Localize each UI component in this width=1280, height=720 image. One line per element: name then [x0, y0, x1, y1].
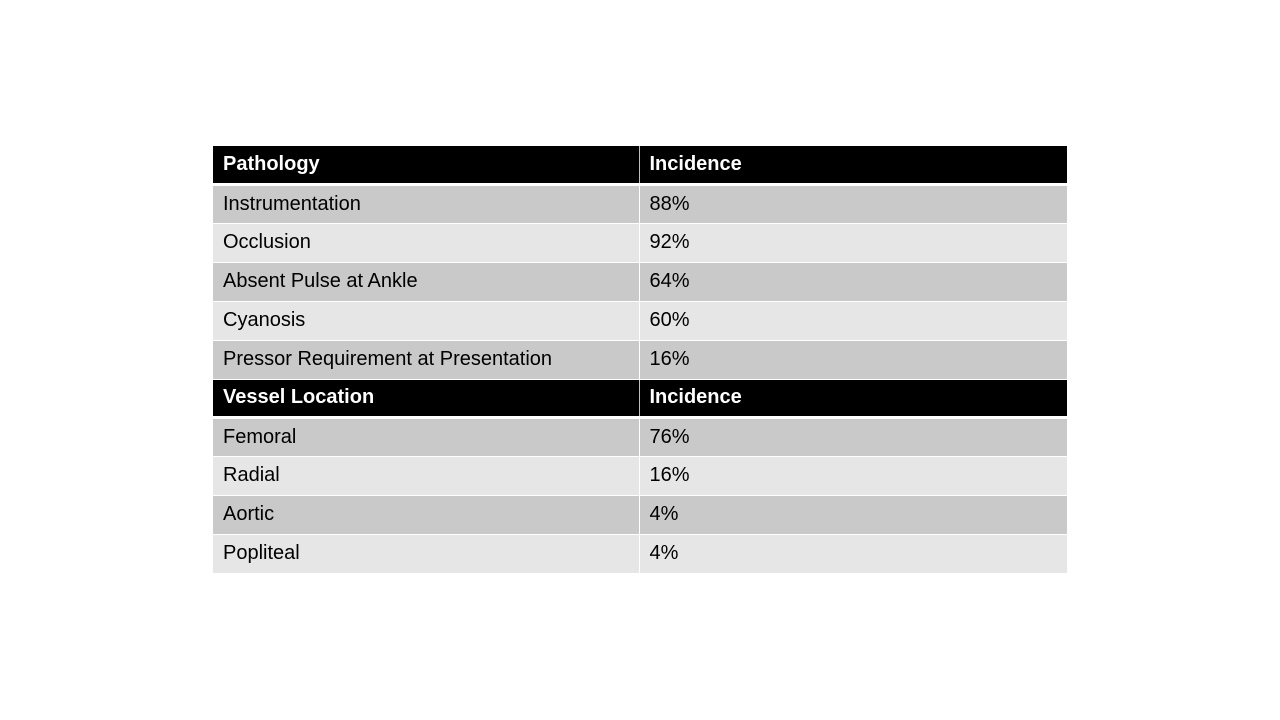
- header-cell-incidence: Incidence: [639, 146, 1067, 184]
- table-row: [213, 340, 1067, 379]
- pathology-cell: Pressor Requirement at Presentation: [213, 340, 639, 379]
- header-cell-pathology: Pathology: [213, 146, 639, 184]
- table-header-row-pathology: [213, 146, 1067, 184]
- incidence-cell: 76%: [639, 417, 1067, 456]
- incidence-table: [213, 146, 1067, 573]
- incidence-cell: 4%: [639, 495, 1067, 534]
- table-row: [213, 417, 1067, 456]
- table-row: [213, 495, 1067, 534]
- vessel-cell: Aortic: [213, 495, 639, 534]
- header-cell-vessel-location: Vessel Location: [213, 379, 639, 417]
- table-row: [213, 223, 1067, 262]
- incidence-cell: 16%: [639, 456, 1067, 495]
- vessel-cell: Femoral: [213, 417, 639, 456]
- incidence-cell: 88%: [639, 184, 1067, 223]
- table-row: [213, 301, 1067, 340]
- header-cell-incidence: Incidence: [639, 379, 1067, 417]
- incidence-cell: 64%: [639, 262, 1067, 301]
- table-row: [213, 262, 1067, 301]
- pathology-cell: Absent Pulse at Ankle: [213, 262, 639, 301]
- pathology-cell: Cyanosis: [213, 301, 639, 340]
- table-row: [213, 534, 1067, 573]
- incidence-cell: 4%: [639, 534, 1067, 573]
- vessel-cell: Radial: [213, 456, 639, 495]
- pathology-cell: Instrumentation: [213, 184, 639, 223]
- vessel-cell: Popliteal: [213, 534, 639, 573]
- incidence-cell: 60%: [639, 301, 1067, 340]
- table-header-row-vessel-location: [213, 379, 1067, 417]
- incidence-cell: 16%: [639, 340, 1067, 379]
- incidence-cell: 92%: [639, 223, 1067, 262]
- table-row: [213, 456, 1067, 495]
- pathology-cell: Occlusion: [213, 223, 639, 262]
- table-row: [213, 184, 1067, 223]
